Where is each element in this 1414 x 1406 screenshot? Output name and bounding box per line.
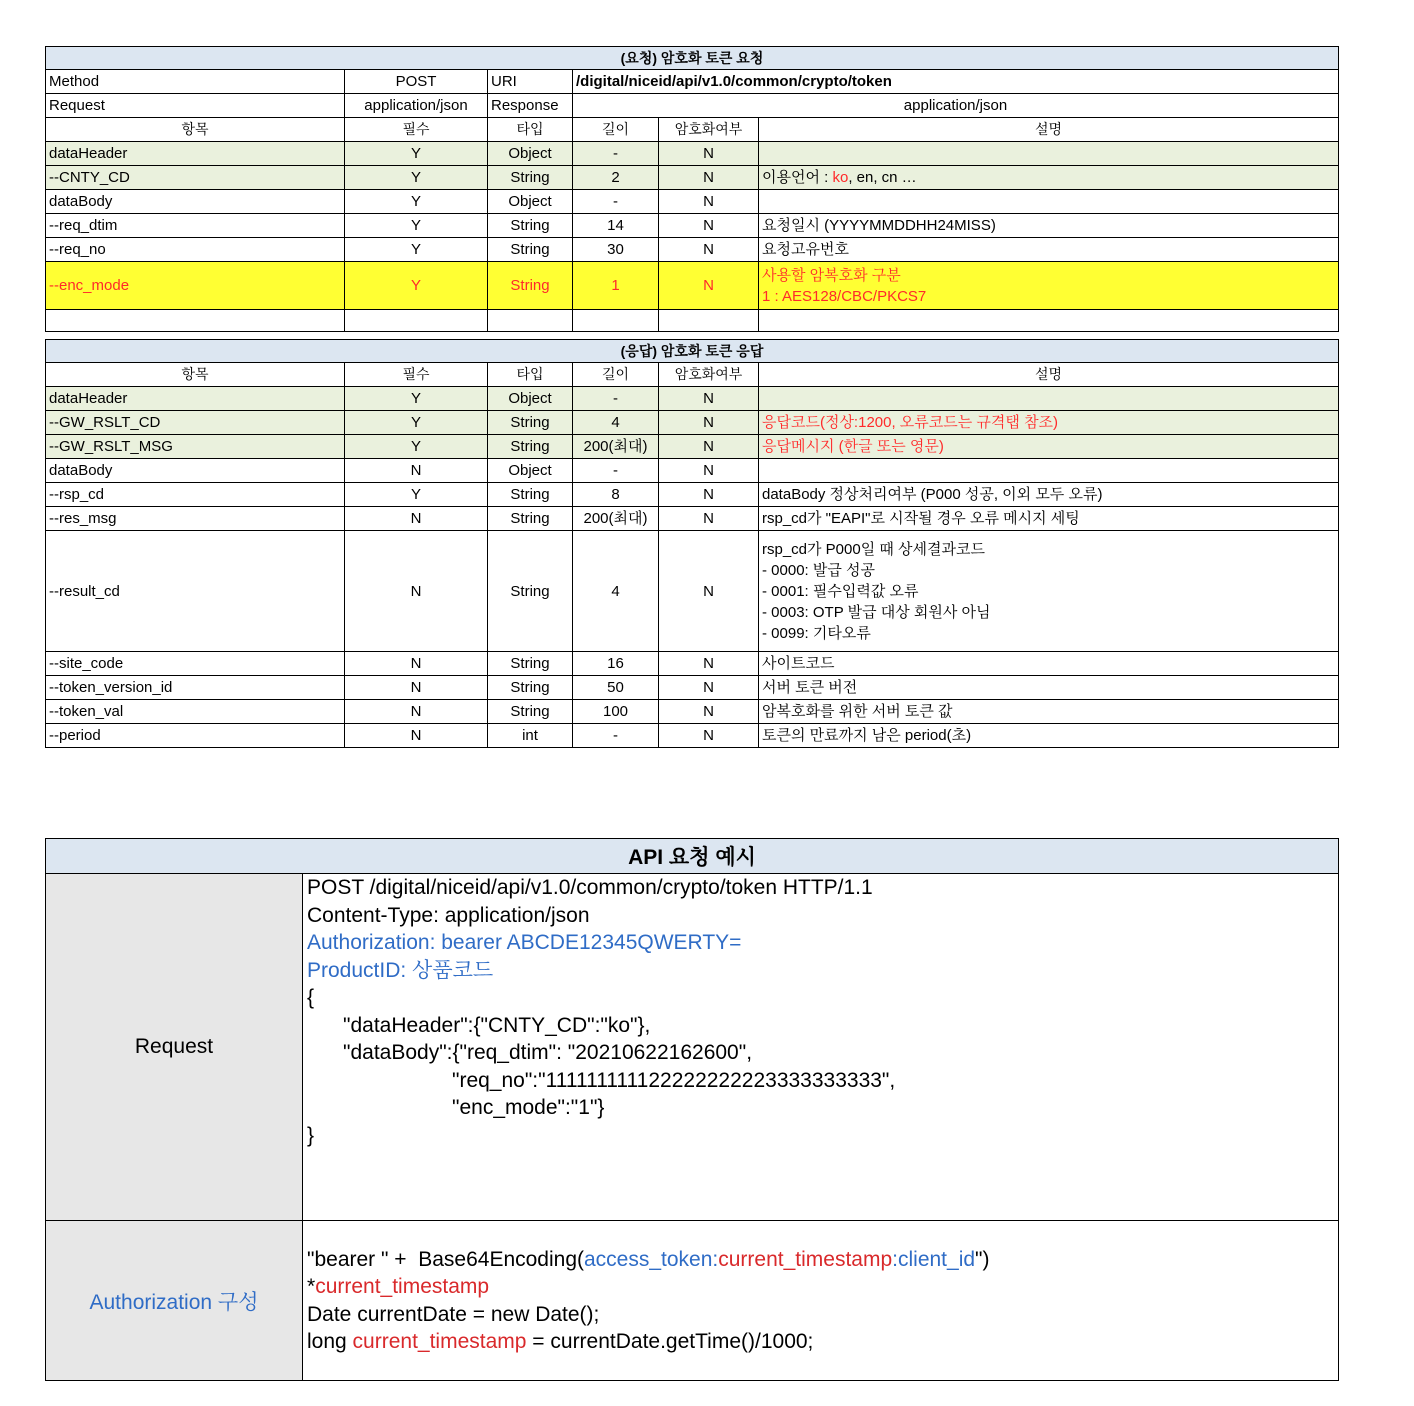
code-line: POST /digital/niceid/api/v1.0/common/crypto/token HTTP/1.1 <box>307 876 873 899</box>
code-token: current_timestamp <box>352 1330 527 1353</box>
field-type: String <box>488 214 573 238</box>
field-required: N <box>345 459 488 483</box>
field-description: 응답코드(정상:1200, 오류코드는 규격탭 참조) <box>759 411 1339 435</box>
field-description <box>759 459 1339 483</box>
request-example-code <box>303 874 1339 1221</box>
field-length: 14 <box>573 214 659 238</box>
desc-text: , en, cn … <box>848 169 917 186</box>
field-encrypted: N <box>659 166 759 190</box>
blank-cell <box>659 310 759 332</box>
field-length: 2 <box>573 166 659 190</box>
table-row <box>46 459 1339 483</box>
field-type: String <box>488 483 573 507</box>
table-row <box>46 435 1339 459</box>
field-encrypted: N <box>659 411 759 435</box>
column-header: 필수 <box>345 118 488 142</box>
blank-cell <box>759 310 1339 332</box>
request-content-type: application/json <box>345 94 488 118</box>
field-required: N <box>345 507 488 531</box>
field-description <box>759 531 1339 652</box>
field-description <box>759 142 1339 166</box>
code-line <box>307 1273 1334 1301</box>
field-type: String <box>488 411 573 435</box>
field-type: Object <box>488 142 573 166</box>
field-name: --rsp_cd <box>46 483 345 507</box>
field-length: - <box>573 459 659 483</box>
field-encrypted: N <box>659 676 759 700</box>
field-name: --req_no <box>46 238 345 262</box>
field-name: --req_dtim <box>46 214 345 238</box>
field-encrypted: N <box>659 262 759 310</box>
field-length: 1 <box>573 262 659 310</box>
field-name: dataBody <box>46 459 345 483</box>
blank-cell <box>46 310 345 332</box>
field-type: String <box>488 507 573 531</box>
code-line <box>307 1246 1334 1274</box>
column-header: 설명 <box>759 118 1339 142</box>
field-length: 4 <box>573 531 659 652</box>
field-name: --period <box>46 724 345 748</box>
table-row <box>46 724 1339 748</box>
field-description: 요청고유번호 <box>759 238 1339 262</box>
method-value: POST <box>345 70 488 94</box>
code-line: { <box>307 986 315 1009</box>
authorization-label: Authorization 구성 <box>46 1221 303 1381</box>
column-header: 설명 <box>759 363 1339 387</box>
desc-line: 사용할 암복호화 구분 <box>762 266 901 284</box>
field-encrypted: N <box>659 214 759 238</box>
field-encrypted: N <box>659 459 759 483</box>
field-length: - <box>573 387 659 411</box>
column-header: 항목 <box>46 363 345 387</box>
field-length: 16 <box>573 652 659 676</box>
field-length: - <box>573 142 659 166</box>
desc-text: 이용언어 : <box>762 169 833 186</box>
field-name: --GW_RSLT_MSG <box>46 435 345 459</box>
field-length: - <box>573 190 659 214</box>
field-required: Y <box>345 142 488 166</box>
field-required: Y <box>345 435 488 459</box>
field-encrypted: N <box>659 483 759 507</box>
field-length: 4 <box>573 411 659 435</box>
table-row <box>46 411 1339 435</box>
field-required: N <box>345 724 488 748</box>
request-example-label: Request <box>46 874 303 1221</box>
field-name: --res_msg <box>46 507 345 531</box>
table-row <box>46 142 1339 166</box>
field-encrypted: N <box>659 190 759 214</box>
field-description: 토큰의 만료까지 남은 period(초) <box>759 724 1339 748</box>
table-row <box>46 238 1339 262</box>
code-text: ") <box>975 1247 990 1271</box>
field-length: 200(최대) <box>573 435 659 459</box>
field-required: Y <box>345 166 488 190</box>
uri-label: URI <box>488 70 573 94</box>
field-description: 사이트코드 <box>759 652 1339 676</box>
field-encrypted: N <box>659 531 759 652</box>
field-description: 요청일시 (YYYYMMDDHH24MISS) <box>759 214 1339 238</box>
blank-cell <box>573 310 659 332</box>
code-token: current_timestamp <box>718 1247 893 1271</box>
table-row <box>46 483 1339 507</box>
field-name: dataBody <box>46 190 345 214</box>
field-description: 암복호화를 위한 서버 토큰 값 <box>759 700 1339 724</box>
field-description: dataBody 정상처리여부 (P000 성공, 이외 모두 오류) <box>759 483 1339 507</box>
field-length: 100 <box>573 700 659 724</box>
code-token: :client_id <box>892 1247 976 1271</box>
field-description: rsp_cd가 "EAPI"로 시작될 경우 오류 메시지 세팅 <box>759 507 1339 531</box>
field-description <box>759 262 1339 310</box>
code-line: "dataBody":{"req_dtim": "20210622162600", <box>343 1041 753 1064</box>
table-row <box>46 387 1339 411</box>
table-row <box>46 214 1339 238</box>
field-length: 50 <box>573 676 659 700</box>
code-line: "req_no":"111111111122222222223333333333", <box>452 1068 896 1092</box>
field-name: dataHeader <box>46 387 345 411</box>
field-length: 30 <box>573 238 659 262</box>
table-row <box>46 262 1339 310</box>
field-name: --GW_RSLT_CD <box>46 411 345 435</box>
desc-line: - 0099: 기타오류 <box>762 624 871 642</box>
field-required: N <box>345 676 488 700</box>
field-type: String <box>488 435 573 459</box>
field-description <box>759 166 1339 190</box>
code-line: "dataHeader":{"CNTY_CD":"ko"}, <box>343 1013 651 1037</box>
code-text: = currentDate.getTime()/1000; <box>526 1330 814 1353</box>
desc-line: - 0003: OTP 발급 대상 회원사 아님 <box>762 603 991 621</box>
field-type: String <box>488 238 573 262</box>
authorization-code <box>303 1221 1339 1381</box>
field-type: String <box>488 676 573 700</box>
field-encrypted: N <box>659 724 759 748</box>
blank-cell <box>345 310 488 332</box>
blank-row <box>46 310 1339 332</box>
column-header: 항목 <box>46 118 345 142</box>
code-text: * <box>307 1275 316 1298</box>
field-required: Y <box>345 238 488 262</box>
table-row <box>46 166 1339 190</box>
code-text: long <box>307 1330 353 1353</box>
field-encrypted: N <box>659 507 759 531</box>
column-header: 타입 <box>488 363 573 387</box>
table-header-row <box>46 118 1339 142</box>
desc-line: - 0001: 필수입력값 오류 <box>762 582 919 600</box>
table-row <box>46 700 1339 724</box>
code-line: Authorization: bearer ABCDE12345QWERTY= <box>307 931 742 954</box>
code-line <box>307 1328 1334 1356</box>
field-required: N <box>345 531 488 652</box>
field-encrypted: N <box>659 700 759 724</box>
field-length: 8 <box>573 483 659 507</box>
field-type: Object <box>488 459 573 483</box>
column-header: 타입 <box>488 118 573 142</box>
field-name: --token_version_id <box>46 676 345 700</box>
field-encrypted: N <box>659 652 759 676</box>
field-required: Y <box>345 214 488 238</box>
field-length: - <box>573 724 659 748</box>
table-row <box>46 507 1339 531</box>
response-label: Response <box>488 94 573 118</box>
field-required: Y <box>345 387 488 411</box>
example-title: API 요청 예시 <box>46 839 1339 874</box>
field-type: int <box>488 724 573 748</box>
field-type: Object <box>488 387 573 411</box>
code-line: Date currentDate = new Date(); <box>307 1302 600 1326</box>
uri-value: /digital/niceid/api/v1.0/common/crypto/token <box>573 70 1339 94</box>
field-description: 응답메시지 (한글 또는 영문) <box>759 435 1339 459</box>
column-header: 암호화여부 <box>659 363 759 387</box>
code-token: access_token: <box>584 1247 719 1271</box>
field-length: 200(최대) <box>573 507 659 531</box>
field-description <box>759 190 1339 214</box>
field-name: dataHeader <box>46 142 345 166</box>
response-content-type: application/json <box>573 94 1339 118</box>
method-label: Method <box>46 70 345 94</box>
code-token: current_timestamp <box>315 1275 490 1298</box>
field-encrypted: N <box>659 238 759 262</box>
field-required: N <box>345 700 488 724</box>
code-line: ProductID: 상품코드 <box>307 958 494 982</box>
desc-highlight: ko <box>832 169 849 186</box>
field-name: --CNTY_CD <box>46 166 345 190</box>
request-table-title: (요청) 암호화 토큰 요청 <box>46 47 1339 70</box>
field-name: --site_code <box>46 652 345 676</box>
field-type: String <box>488 652 573 676</box>
field-required: Y <box>345 483 488 507</box>
field-description: 서버 토큰 버전 <box>759 676 1339 700</box>
field-name: --enc_mode <box>46 262 345 310</box>
request-label: Request <box>46 94 345 118</box>
desc-line: - 0000: 발급 성공 <box>762 561 875 579</box>
table-row <box>46 531 1339 652</box>
field-description <box>759 387 1339 411</box>
table-row <box>46 190 1339 214</box>
response-table-title: (응답) 암호화 토큰 응답 <box>46 340 1339 363</box>
field-required: Y <box>345 262 488 310</box>
response-spec-table <box>45 339 1339 748</box>
field-name: --token_val <box>46 700 345 724</box>
column-header: 암호화여부 <box>659 118 759 142</box>
blank-cell <box>488 310 573 332</box>
field-name: --result_cd <box>46 531 345 652</box>
desc-line: rsp_cd가 P000일 때 상세결과코드 <box>762 540 985 558</box>
column-header: 길이 <box>573 363 659 387</box>
desc-line: 1 : AES128/CBC/PKCS7 <box>762 287 927 305</box>
column-header: 필수 <box>345 363 488 387</box>
field-type: Object <box>488 190 573 214</box>
field-encrypted: N <box>659 387 759 411</box>
field-required: Y <box>345 411 488 435</box>
field-encrypted: N <box>659 142 759 166</box>
table-row <box>46 652 1339 676</box>
field-encrypted: N <box>659 435 759 459</box>
field-type: String <box>488 531 573 652</box>
field-type: String <box>488 262 573 310</box>
code-line: Content-Type: application/json <box>307 903 590 927</box>
code-line: } <box>307 1123 315 1147</box>
column-header: 길이 <box>573 118 659 142</box>
code-line: "enc_mode":"1"} <box>452 1096 605 1119</box>
api-example-table <box>45 838 1339 1381</box>
code-text: "bearer " + Base64Encoding( <box>307 1247 584 1271</box>
field-required: Y <box>345 190 488 214</box>
table-row <box>46 676 1339 700</box>
field-type: String <box>488 166 573 190</box>
field-required: N <box>345 652 488 676</box>
request-spec-table <box>45 46 1339 332</box>
table-header-row <box>46 363 1339 387</box>
field-type: String <box>488 700 573 724</box>
